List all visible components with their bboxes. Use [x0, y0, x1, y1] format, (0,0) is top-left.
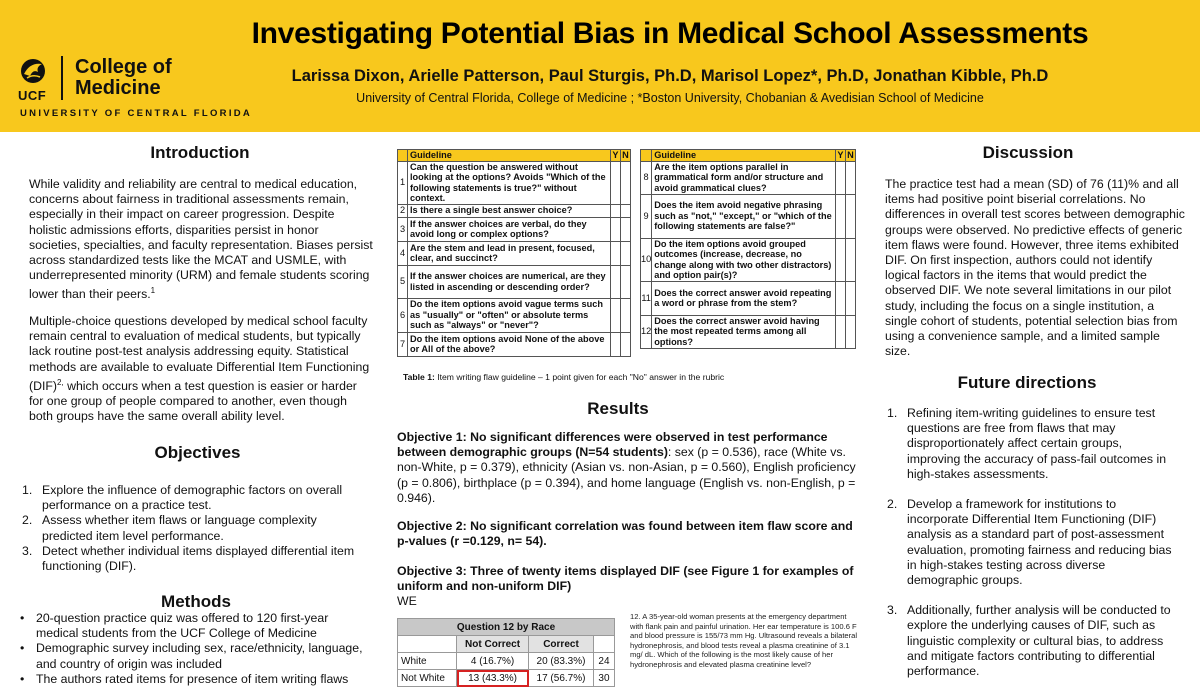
question-12-text: 12. A 35-year-old woman presents at the emergency department with flank pain and painful urination. Her ear temperature is 100.6 F and blood pressure is 155/73 mm Hg. Ultrasound reveals a bilateral hydronephrosis, and blood tests reveal a plasma creatinine of 3.1 mg/ dL. Which of the following is the most likely cause of her hydronephrosis and elevated plasma creatinine level? [630, 612, 858, 669]
results-objective-3: Objective 3: Three of twenty items displayed DIF (see Figure 1 for examples of uniform and non-uniform DIF) WE [397, 564, 854, 609]
guideline-table-left [397, 149, 631, 357]
future-directions-list [887, 406, 1172, 679]
race-table [397, 618, 615, 687]
table-row: 2 Is there a single best answer choice? [398, 204, 631, 217]
yes-header: Y [612, 150, 619, 160]
methods-list [20, 611, 370, 687]
logo-college-text: College of Medicine [75, 56, 172, 99]
poster-header [0, 0, 1200, 132]
discussion-heading: Discussion [982, 143, 1074, 162]
list-item: 3. Detect whether individual items displayed differential item functioning (DIF). [22, 543, 355, 574]
poster-title: Investigating Potential Bias in Medical School Assessments [251, 17, 1089, 50]
table-row: 9 Does the item avoid negative phrasing such as "not," "except," or "which of the following statements are false?" [641, 194, 856, 238]
table-row: Not White 13 (43.3%) 17 (56.7%) 30 [398, 670, 615, 687]
list-item: 1. Refining item-writing guidelines to ensure test questions are free from flaws that may disproportionately affect certain groups, improving the accuracy of pass-fail outcomes in high-stakes assessments. [887, 406, 1167, 481]
left-column [0, 132, 390, 686]
table-row: 10 Do the item options avoid grouped outcomes (increase, decrease, no change along with two other distractors) and option pair(s)? [641, 238, 856, 281]
guideline-header: Guideline [652, 150, 836, 162]
objectives-heading: Objectives [154, 443, 241, 462]
introduction-paragraph-1: While validity and reliability are central to medical education, concerns about fairness in traditional assessments remain, especially in their impact on career progression. Despite holistic admissions efforts, disparities persist in honor societies, specialties, and faculty representation. Biases persist across standardized tests like the MCAT and USMLE, with underrepresented minority (URM) and female students scoring lower than their peers.$^1$ [29, 177, 373, 302]
table-row: 1 Can the question be answered without looking at the options? Avoids "Which of the following statements is true?" without context. [398, 161, 631, 204]
no-header: N [847, 150, 854, 160]
list-item: • Demographic survey including sex, race/ethnicity, language, and country of origin was included [20, 641, 363, 671]
race-table-title: Question 12 by Race [398, 619, 615, 636]
list-item: 1. Explore the influence of demographic factors on overall performance on a practice test. [22, 483, 343, 513]
right-column [872, 132, 1200, 679]
logo-university-text: UNIVERSITY OF CENTRAL FLORIDA [20, 108, 253, 119]
table-row: 4 Are the stem and lead in present, focused, clear, and succinct? [398, 241, 631, 265]
introduction-heading: Introduction [150, 143, 250, 162]
table-row: 12 Does the correct answer avoid having the most repeated terms among all options? [641, 315, 856, 348]
table-row: 8 Are the item options parallel in grammatical form and/or structure and avoid grammatical clues? [641, 161, 856, 194]
ucf-logo [18, 54, 253, 120]
pegasus-icon [18, 56, 48, 86]
not-correct-header: Not Correct [457, 636, 529, 653]
highlighted-cell: 13 (43.3%) [457, 670, 529, 687]
future-directions-heading: Future directions [957, 373, 1097, 392]
table-row: 3 If the answer choices are verbal, do they avoid long or complex options? [398, 217, 631, 241]
introduction-paragraph-2: Multiple-choice questions developed by medical school faculty remain central to evaluation of medical students, but typically lack routine post-test analysis addressing equity. Statistical methods are available to evaluate Differential Item Functioning (DIF)$^{2,}$ which occurs when a test question is easier or harder for one group of people compared to another, even though both groups have the same overall ability level. [29, 314, 370, 424]
results-objective-1: Objective 1: No significant differences were observed in test performance between demographic groups (N=54 students): sex (p = 0.536), race (White vs. non-White, p = 0.379), ethnicity (Asian vs. non-Asian, p = 0.560), English proficiency (p = 0.806), birthplace (p = 0.394), and home language (English vs. non-English, p = 0.946). [397, 430, 856, 505]
correct-header: Correct [529, 636, 594, 653]
middle-column [393, 132, 868, 684]
table-row: 11 Does the correct answer avoid repeating a word or phrase from the stem? [641, 281, 856, 315]
guideline-header: Guideline [408, 150, 611, 162]
list-item: • 20-question practice quiz was offered to 120 first-year medical students from the UCF College of Medicine [20, 611, 329, 641]
list-item: 3. Additionally, further analysis will be conducted to explore the underlying causes of DIF, such as linguistic complexity or cultural bias, to address and mitigate factors contributing to differential performance. [887, 603, 1171, 679]
objectives-list [22, 483, 357, 574]
table-row: White 4 (16.7%) 20 (83.3%) 24 [398, 653, 615, 670]
logo-divider [61, 56, 63, 100]
yes-header: Y [837, 150, 844, 160]
results-heading: Results [587, 399, 649, 418]
table-row: 6 Do the item options avoid vague terms such as "usually" or "often" or absolute terms such as "always" or "never"? [398, 298, 631, 332]
table-row: 7 Do the item options avoid None of the above or All of the above? [398, 332, 631, 356]
guideline-table-right [640, 149, 856, 349]
list-item: • The authors rated items for presence of item writing flaws [20, 671, 349, 686]
methods-heading: Methods [161, 592, 231, 611]
table-row: 5 If the answer choices are numerical, are they listed in ascending or descending order? [398, 265, 631, 298]
logo-ucf-text: UCF [18, 88, 47, 103]
table-caption: Table 1: Item writing flaw guideline – 1 point given for each "No" answer in the rubric [403, 372, 725, 382]
discussion-text: The practice test had a mean (SD) of 76 (11)% and all items had positive point biserial correlations. No differences in overall test scores between demographic groups were observed. No predictive effects of generic item flaws were found. However, three items exhibited DIF. On first inspection, authors could not identify logical factors in the items that would predict the observed DIF. We note several limitations in our pilot study, including the focus on a single institution, a single cohort of students, potential selection bias from using a convenience sample, and a limited sample size. [885, 177, 1185, 359]
poster-authors: Larissa Dixon, Arielle Patterson, Paul Sturgis, Ph.D, Marisol Lopez*, Ph.D, Jonathan Kibble, Ph.D [291, 67, 1049, 85]
no-header: N [622, 150, 629, 160]
poster-affiliation: University of Central Florida, College of Medicine ; *Boston University, Chobanian & Avedisian School of Medicine [356, 91, 984, 105]
list-item: 2. Assess whether item flaws or language complexity predicted item level performance. [22, 513, 317, 543]
results-objective-2: Objective 2: No significant correlation was found between item flaw score and p-values (r =0.129, n= 54). [397, 519, 853, 549]
list-item: 2. Develop a framework for institutions to incorporate Differential Item Functioning (DIF) analysis as a standard part of post-assessment evaluation, promoting fairness and reducing bias in high-stakes testing across diverse demographic groups. [887, 497, 1172, 588]
